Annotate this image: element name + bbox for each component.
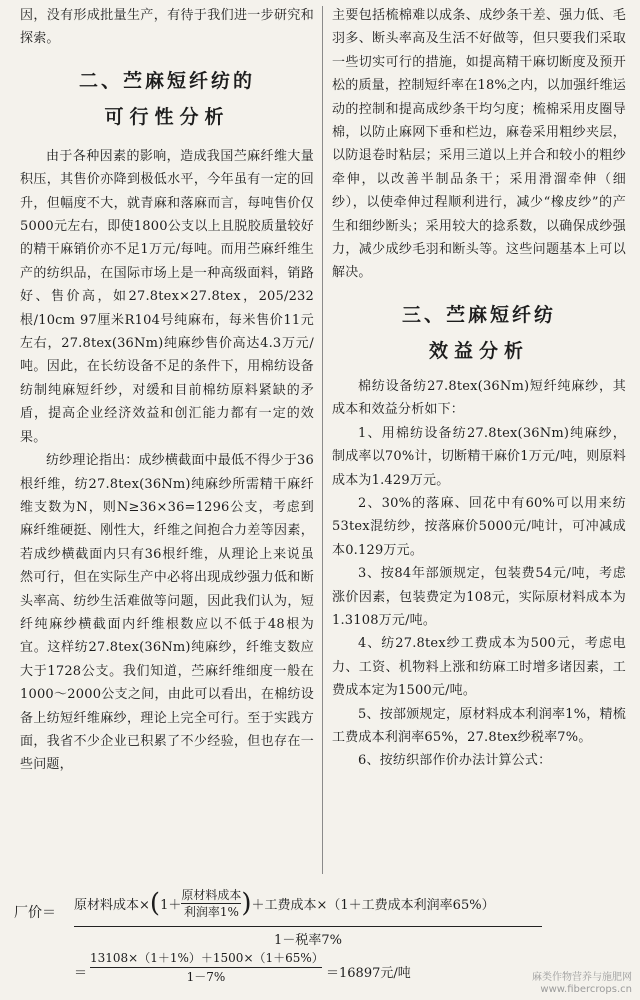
site-watermark [532, 972, 632, 996]
formula-numerator [74, 888, 542, 926]
section3-title-line2: 效益分析 [428, 339, 529, 362]
paragraph-continued: 主要包括梳棉难以成条、成纱条干差、强力低、毛羽多、断头率高及生活不好做等，但只要我们采取一些切实可行的措施，如提高精干麻切断度及预开松的质量，控制短纤率在18%之内，以加强纤维运动的控制和提高成纱条干均匀度；梳棉采用皮圈导棉，以防止麻网下垂和栏边，麻卷采用粗纱夹层，以防退卷时粘层；采用三道以上并合和较小的粗纱牵伸，以改善半制品条干；采用滑溜牵伸（细纱），以使牵伸过程顺利进行，减少“橡皮纱”的产生和细纱断头；采用较大的捻系数，以确保成纱强力，减少成纱毛羽和断头等。这些问题基本上可以解决。 [332, 8, 626, 281]
intro-fragment: 因，没有形成批量生产，有待于我们进一步研究和探索。 [20, 8, 314, 47]
column-divider [322, 6, 323, 874]
formula-lparen: ( [149, 888, 161, 919]
formula-num-part2: ＋工费成本×（1＋工费成本利润率65%） [251, 898, 495, 913]
paragraph-spinning-theory: 纺纱理论指出：成纱横截面中最低不得少于36根纤维，纺27.8tex(36Nm)纯麻纱所需精干麻纤维支数为N，则N≥36×36=1296公支，考虑到麻纤维硬挺、刚性大，纤维之间抱合力差等因素，若成纱横截面内只有36根纤维，从理论上来说虽然可行，但在实际生产中必将出现成纱强力低和断头率高、纺纱生活难做等问题，因此我们认为，短纤纯麻纱横截面内纤维根数应以不低于48根为宜。这样纺27.8tex(36Nm)纯麻纱，纤维支数应大于1728公支。我们知道，苎麻纤维细度一般在1000～2000公支之间，由此可以看出，在棉纺设备上纺短纤维麻纱，理论上完全可行。至于实践方面，我省不少企业已积累了不少经验，但也存在一些问题， [20, 453, 314, 773]
benefit-item-5: 5、按部颁规定，原材料成本利润率1%，精梳工费成本利润率65%，27.8tex纱税率7%。 [332, 706, 626, 745]
benefit-item-6: 6、按纺织部作价办法计算公式： [358, 753, 552, 769]
formula-num-part1: 原材料成本× [74, 898, 150, 913]
formula-inner-den: 利润率1% [183, 905, 239, 919]
formula-inner-bar [181, 903, 241, 904]
formula-result: ＝16897元/吨 [326, 966, 411, 981]
formula-calc-den: 1－7% [186, 970, 226, 984]
formula-rparen: ) [241, 888, 252, 919]
benefit-item-1: 1、用棉纺设备纺27.8tex(36Nm)纯麻纱，制成率以70%计，切断精干麻价1万元/吨，则原料成本为1.429万元。 [332, 425, 626, 488]
benefit-item-4: 4、纺27.8tex纱工费成本为500元，考虑电力、工资、机物料上涨和纺麻工时增多诸因素，工费成本定为1500元/吨。 [332, 636, 626, 699]
formula-label: 厂价＝ [14, 905, 56, 921]
section2-title-line1: 二、苎麻短纤纺的 [78, 69, 255, 92]
formula-fraction-bar [74, 926, 542, 927]
paragraph-price-analysis: 由于各种因素的影响，造成我国苎麻纤维大量积压，其售价亦降到极低水平，今年虽有一定的回升，但幅度不大，就青麻和落麻而言，每吨售价仅5000元左右，即使1800公支以上且脱胶质量较好的精干麻销价亦不足1万元/每吨。而用苎麻纤维生产的纺织品，在国际市场上是一种高级面料，销路好、售价高，如27.8tex×27.8tex，205/232根/10cm 97厘米R104号纯麻布，每米售价11元左右，27.8tex(36Nm)纯麻纱售价高达4.3万元/吨。因此，在长纺设备不足的条件下，用棉纺设备纺制纯麻短纤纱，对缓和目前棉纺原料紧缺的矛盾，提高企业经济效益和创汇能力都有一定的效果。 [20, 148, 314, 445]
watermark-line2: www.fibercrops.cn [540, 984, 632, 995]
formula-eq-sign: ＝ [74, 966, 88, 981]
watermark-line1: 麻类作物营养与施肥网 [532, 972, 632, 983]
formula-calc-fraction [90, 950, 322, 985]
benefit-item-3: 3、按84年部颁规定，包装费54元/吨，考虑涨价因素，包装费定为108元，实际原材料成本为1.3108万元/吨。 [332, 566, 626, 628]
benefit-intro: 棉纺设备纺27.8tex(36Nm)短纤纯麻纱，其成本和效益分析如下： [332, 378, 626, 418]
right-column [332, 4, 626, 773]
formula-calc-num: 13108×（1＋1%）＋1500×（1＋65%） [90, 951, 324, 965]
section2-title-line2: 可行性分析 [104, 105, 230, 128]
formula-calc-bar [90, 967, 322, 968]
formula-one-plus: 1＋ [160, 898, 182, 913]
formula-inner-fraction [181, 888, 241, 919]
benefit-item-2: 2、30%的落麻、回花中有60%可以用来纺53tex混纺纱，按落麻价5000元/吨计，可冲减成本0.129万元。 [332, 495, 626, 558]
formula-main-fraction [74, 888, 542, 948]
formula-denominator: 1－税率7% [274, 933, 342, 948]
left-column [20, 4, 314, 777]
formula-inner-num: 原材料成本 [181, 888, 242, 902]
section3-title-line1: 三、苎麻短纤纺 [401, 303, 556, 326]
